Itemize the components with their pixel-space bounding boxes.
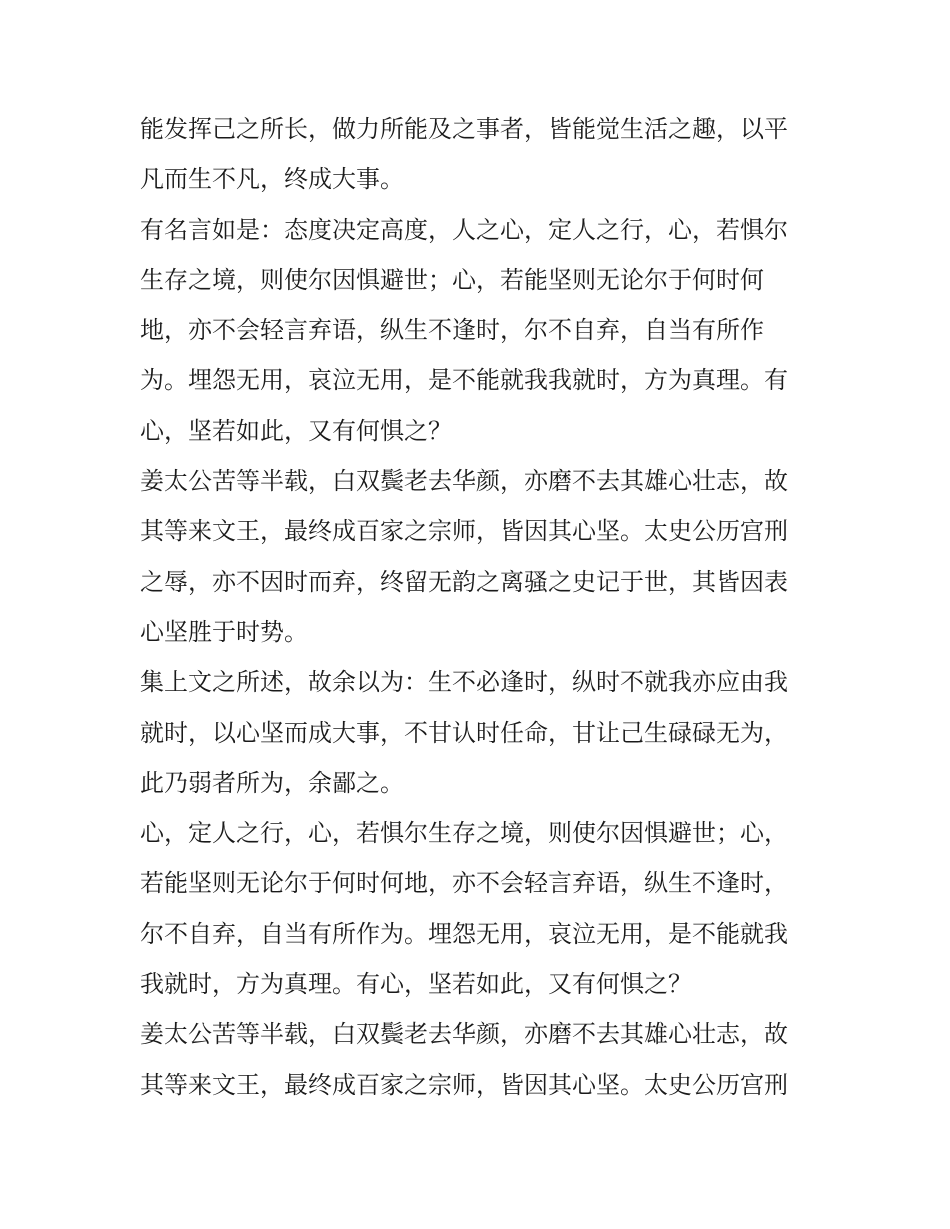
text-line: 凡而生不凡，终成大事。 bbox=[140, 165, 404, 194]
text-line: 姜太公苦等半载，白双鬓老去华颜，亦磨不去其雄心壮志，故 bbox=[140, 467, 788, 496]
text-line: 此乃弱者所为，余鄙之。 bbox=[140, 768, 404, 797]
text-line: 姜太公苦等半载，白双鬓老去华颜，亦磨不去其雄心壮志，故 bbox=[140, 1020, 788, 1049]
text-line: 心坚胜于时势。 bbox=[140, 617, 308, 646]
text-line: 为。埋怨无用，哀泣无用，是不能就我我就时，方为真理。有 bbox=[140, 366, 788, 395]
text-line: 集上文之所述，故余以为：生不必逢时，纵时不就我亦应由我 bbox=[140, 668, 788, 697]
text-line: 尔不自弃，自当有所作为。埋怨无用，哀泣无用，是不能就我 bbox=[140, 919, 788, 948]
text-line: 能发挥己之所长，做力所能及之事者，皆能觉生活之趣，以平 bbox=[140, 115, 788, 143]
text-line: 其等来文王，最终成百家之宗师，皆因其心坚。太史公历宫刑 bbox=[140, 517, 788, 546]
text-line: 生存之境，则使尔因惧避世；心，若能坚则无论尔于何时何 bbox=[140, 265, 764, 294]
text-line: 就时，以心坚而成大事，不甘认时任命，甘让己生碌碌无为， bbox=[140, 718, 788, 747]
text-line: 有名言如是：态度决定高度，人之心，定人之行，心，若惧尔 bbox=[140, 215, 788, 244]
text-line: 心，坚若如此，又有何惧之？ bbox=[140, 416, 452, 445]
text-line: 地，亦不会轻言弃语，纵生不逢时，尔不自弃，自当有所作 bbox=[140, 316, 764, 345]
text-line: 心，定人之行，心，若惧尔生存之境，则使尔因惧避世；心， bbox=[140, 819, 788, 848]
text-line: 之辱，亦不因时而弃，终留无韵之离骚之史记于世，其皆因表 bbox=[140, 567, 788, 596]
text-line: 其等来文王，最终成百家之宗师，皆因其心坚。太史公历宫刑 bbox=[140, 1070, 788, 1099]
text-line: 若能坚则无论尔于何时何地，亦不会轻言弃语，纵生不逢时， bbox=[140, 869, 788, 898]
document-body bbox=[140, 104, 830, 1110]
text-line: 我就时，方为真理。有心，坚若如此，又有何惧之？ bbox=[140, 970, 692, 999]
